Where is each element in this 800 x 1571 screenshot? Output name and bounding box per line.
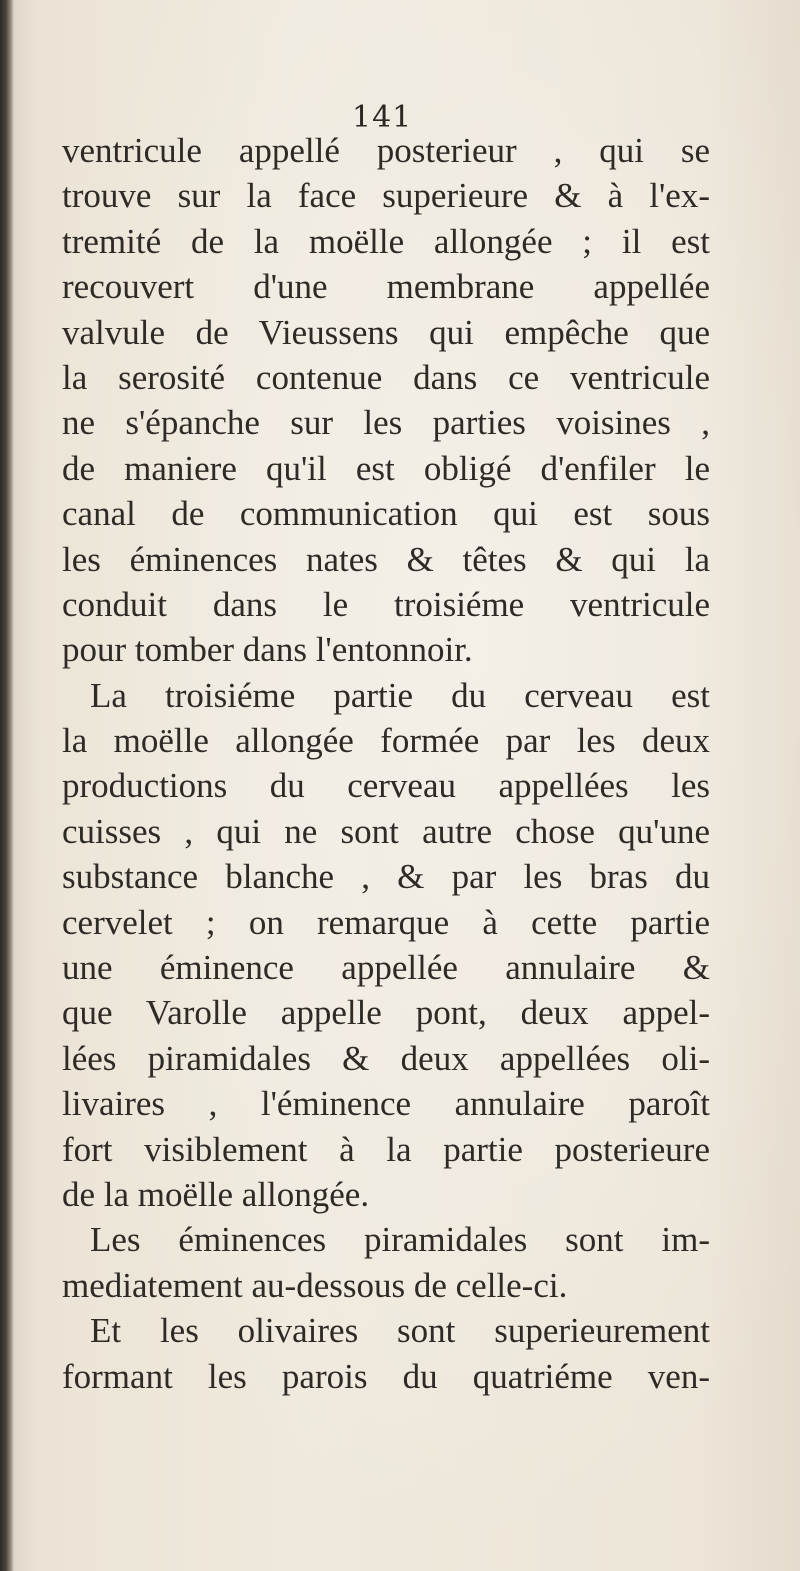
- body-text: [62, 128, 710, 1399]
- text-line: cervelet ; on remarque à cette partie: [62, 902, 710, 942]
- text-line: recouvert d'une membrane appellée: [62, 267, 710, 307]
- text-line: livaires , l'éminence annulaire paroît: [62, 1084, 710, 1124]
- text-line: ventricule appellé posterieur , qui se: [62, 131, 710, 170]
- text-line: de maniere qu'il est obligé d'enfiler le: [62, 448, 710, 488]
- text-line: formant les parois du quatriéme ven-: [62, 1356, 710, 1396]
- text-line: conduit dans le troisiéme ventricule: [62, 584, 710, 624]
- text-line: cuisses , qui ne sont autre chose qu'une: [62, 811, 710, 851]
- text-line: la moëlle allongée formée par les deux: [62, 721, 710, 761]
- text-line: productions du cerveau appellées les: [62, 766, 710, 806]
- text-line: les éminences nates & têtes & qui la: [62, 539, 710, 579]
- paragraph-start-line: La troisiéme partie du cerveau est: [90, 675, 710, 715]
- book-binding-edge: [0, 0, 14, 1571]
- paragraph-start-line: Et les olivaires sont superieurement: [90, 1311, 710, 1351]
- text-line: pour tomber dans l'entonnoir.: [62, 630, 473, 670]
- text-line: une éminence appellée annulaire &: [62, 948, 710, 988]
- text-line: de la moëlle allongée.: [62, 1174, 370, 1214]
- text-line: substance blanche , & par les bras du: [62, 857, 710, 897]
- text-line: lées piramidales & deux appellées oli-: [62, 1038, 710, 1078]
- text-line: mediatement au-dessous de celle-ci.: [62, 1265, 568, 1305]
- text-line: canal de communication qui est sous: [62, 494, 710, 534]
- text-line: valvule de Vieussens qui empêche que: [62, 312, 710, 352]
- text-line: la serosité contenue dans ce ventricule: [62, 357, 710, 397]
- page-number: 141: [352, 100, 413, 135]
- text-line: que Varolle appelle pont, deux appel-: [62, 993, 710, 1033]
- paragraph-start-line: Les éminences piramidales sont im-: [90, 1220, 710, 1260]
- text-line: ne s'épanche sur les parties voisines ,: [62, 403, 710, 443]
- text-line: trouve sur la face superieure & à l'ex-: [62, 176, 710, 216]
- text-line: fort visiblement à la partie posterieure: [62, 1129, 710, 1169]
- text-line: tremité de la moëlle allongée ; il est: [62, 221, 710, 261]
